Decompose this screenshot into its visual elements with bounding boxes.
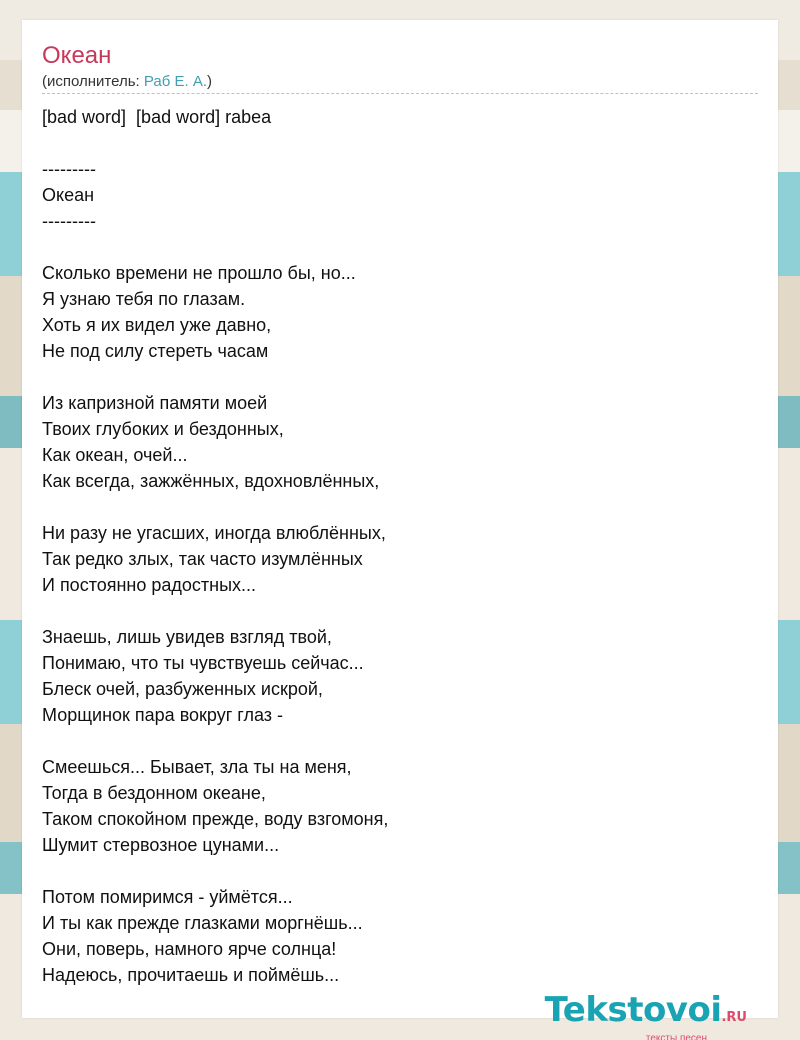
- artist-link[interactable]: Раб Е. А.: [143, 73, 207, 90]
- lyric-line: Шумит стервозное цунами...: [42, 835, 280, 855]
- lyric-line: Хоть я их видел уже давно,: [42, 315, 272, 335]
- lyric-line: Из капризной памяти моей: [42, 393, 268, 413]
- lyric-line: Таком спокойном прежде, воду взгомоня,: [42, 809, 389, 829]
- lyric-line: И ты как прежде глазками моргнёшь...: [42, 913, 363, 933]
- artist-suffix: ): [207, 73, 212, 90]
- lyric-blank-line: [42, 598, 758, 624]
- lyric-line: Знаешь, лишь увидев взгляд твой,: [42, 627, 332, 647]
- lyric-blank-line: [42, 364, 758, 390]
- logo-name: Tekstovoi: [544, 990, 722, 1030]
- logo-wordmark: [545, 992, 747, 1036]
- lyric-line: Как океан, очей...: [42, 445, 188, 465]
- logo-tagline: тексты песен: [645, 1033, 707, 1040]
- logo-tld: .RU: [721, 1010, 747, 1025]
- lyric-blank-line: [42, 728, 758, 754]
- lyric-line: Так редко злых, так часто изумлённых: [42, 549, 363, 569]
- lyric-blank-line: [42, 858, 758, 884]
- lyric-blank-line: [42, 494, 758, 520]
- lyric-line: ---------: [42, 159, 96, 179]
- lyric-line: Как всегда, зажжённых, вдохновлённых,: [42, 471, 380, 491]
- lyric-line: Тогда в бездонном океане,: [42, 783, 266, 803]
- site-logo[interactable]: [545, 992, 747, 1040]
- lyric-line: И постоянно радостных...: [42, 575, 257, 595]
- lyric-line: [bad word] [bad word] rabea: [42, 107, 272, 127]
- lyric-line: Они, поверь, намного ярче солнца!: [42, 939, 337, 959]
- song-title: Океан: [42, 42, 112, 69]
- title-divider: [42, 93, 758, 94]
- lyrics-card: [22, 20, 778, 1040]
- lyric-line: ---------: [42, 211, 96, 231]
- lyric-line: Сколько времени не прошло бы, но...: [42, 263, 356, 283]
- lyric-line: Океан: [42, 185, 95, 205]
- lyric-line: Надеюсь, прочитаешь и поймёшь...: [42, 965, 340, 985]
- lyric-blank-line: [42, 234, 758, 260]
- lyric-line: Твоих глубоких и бездонных,: [42, 419, 284, 439]
- lyric-line: Понимаю, что ты чувствуешь сейчас...: [42, 653, 364, 673]
- artist-line: [42, 73, 212, 91]
- lyric-blank-line: [42, 130, 758, 156]
- lyrics-text: [42, 104, 758, 988]
- lyric-line: Блеск очей, разбуженных искрой,: [42, 679, 323, 699]
- lyric-line: Потом помиримся - уймётся...: [42, 887, 293, 907]
- lyric-line: Я узнаю тебя по глазам.: [42, 289, 246, 309]
- lyric-line: Не под силу стереть часам: [42, 341, 269, 361]
- artist-prefix: (исполнитель:: [42, 73, 144, 90]
- lyric-line: Морщинок пара вокруг глаз -: [42, 705, 284, 725]
- lyric-line: Смеешься... Бывает, зла ты на меня,: [42, 757, 352, 777]
- lyric-line: Ни разу не угасших, иногда влюблённых,: [42, 523, 386, 543]
